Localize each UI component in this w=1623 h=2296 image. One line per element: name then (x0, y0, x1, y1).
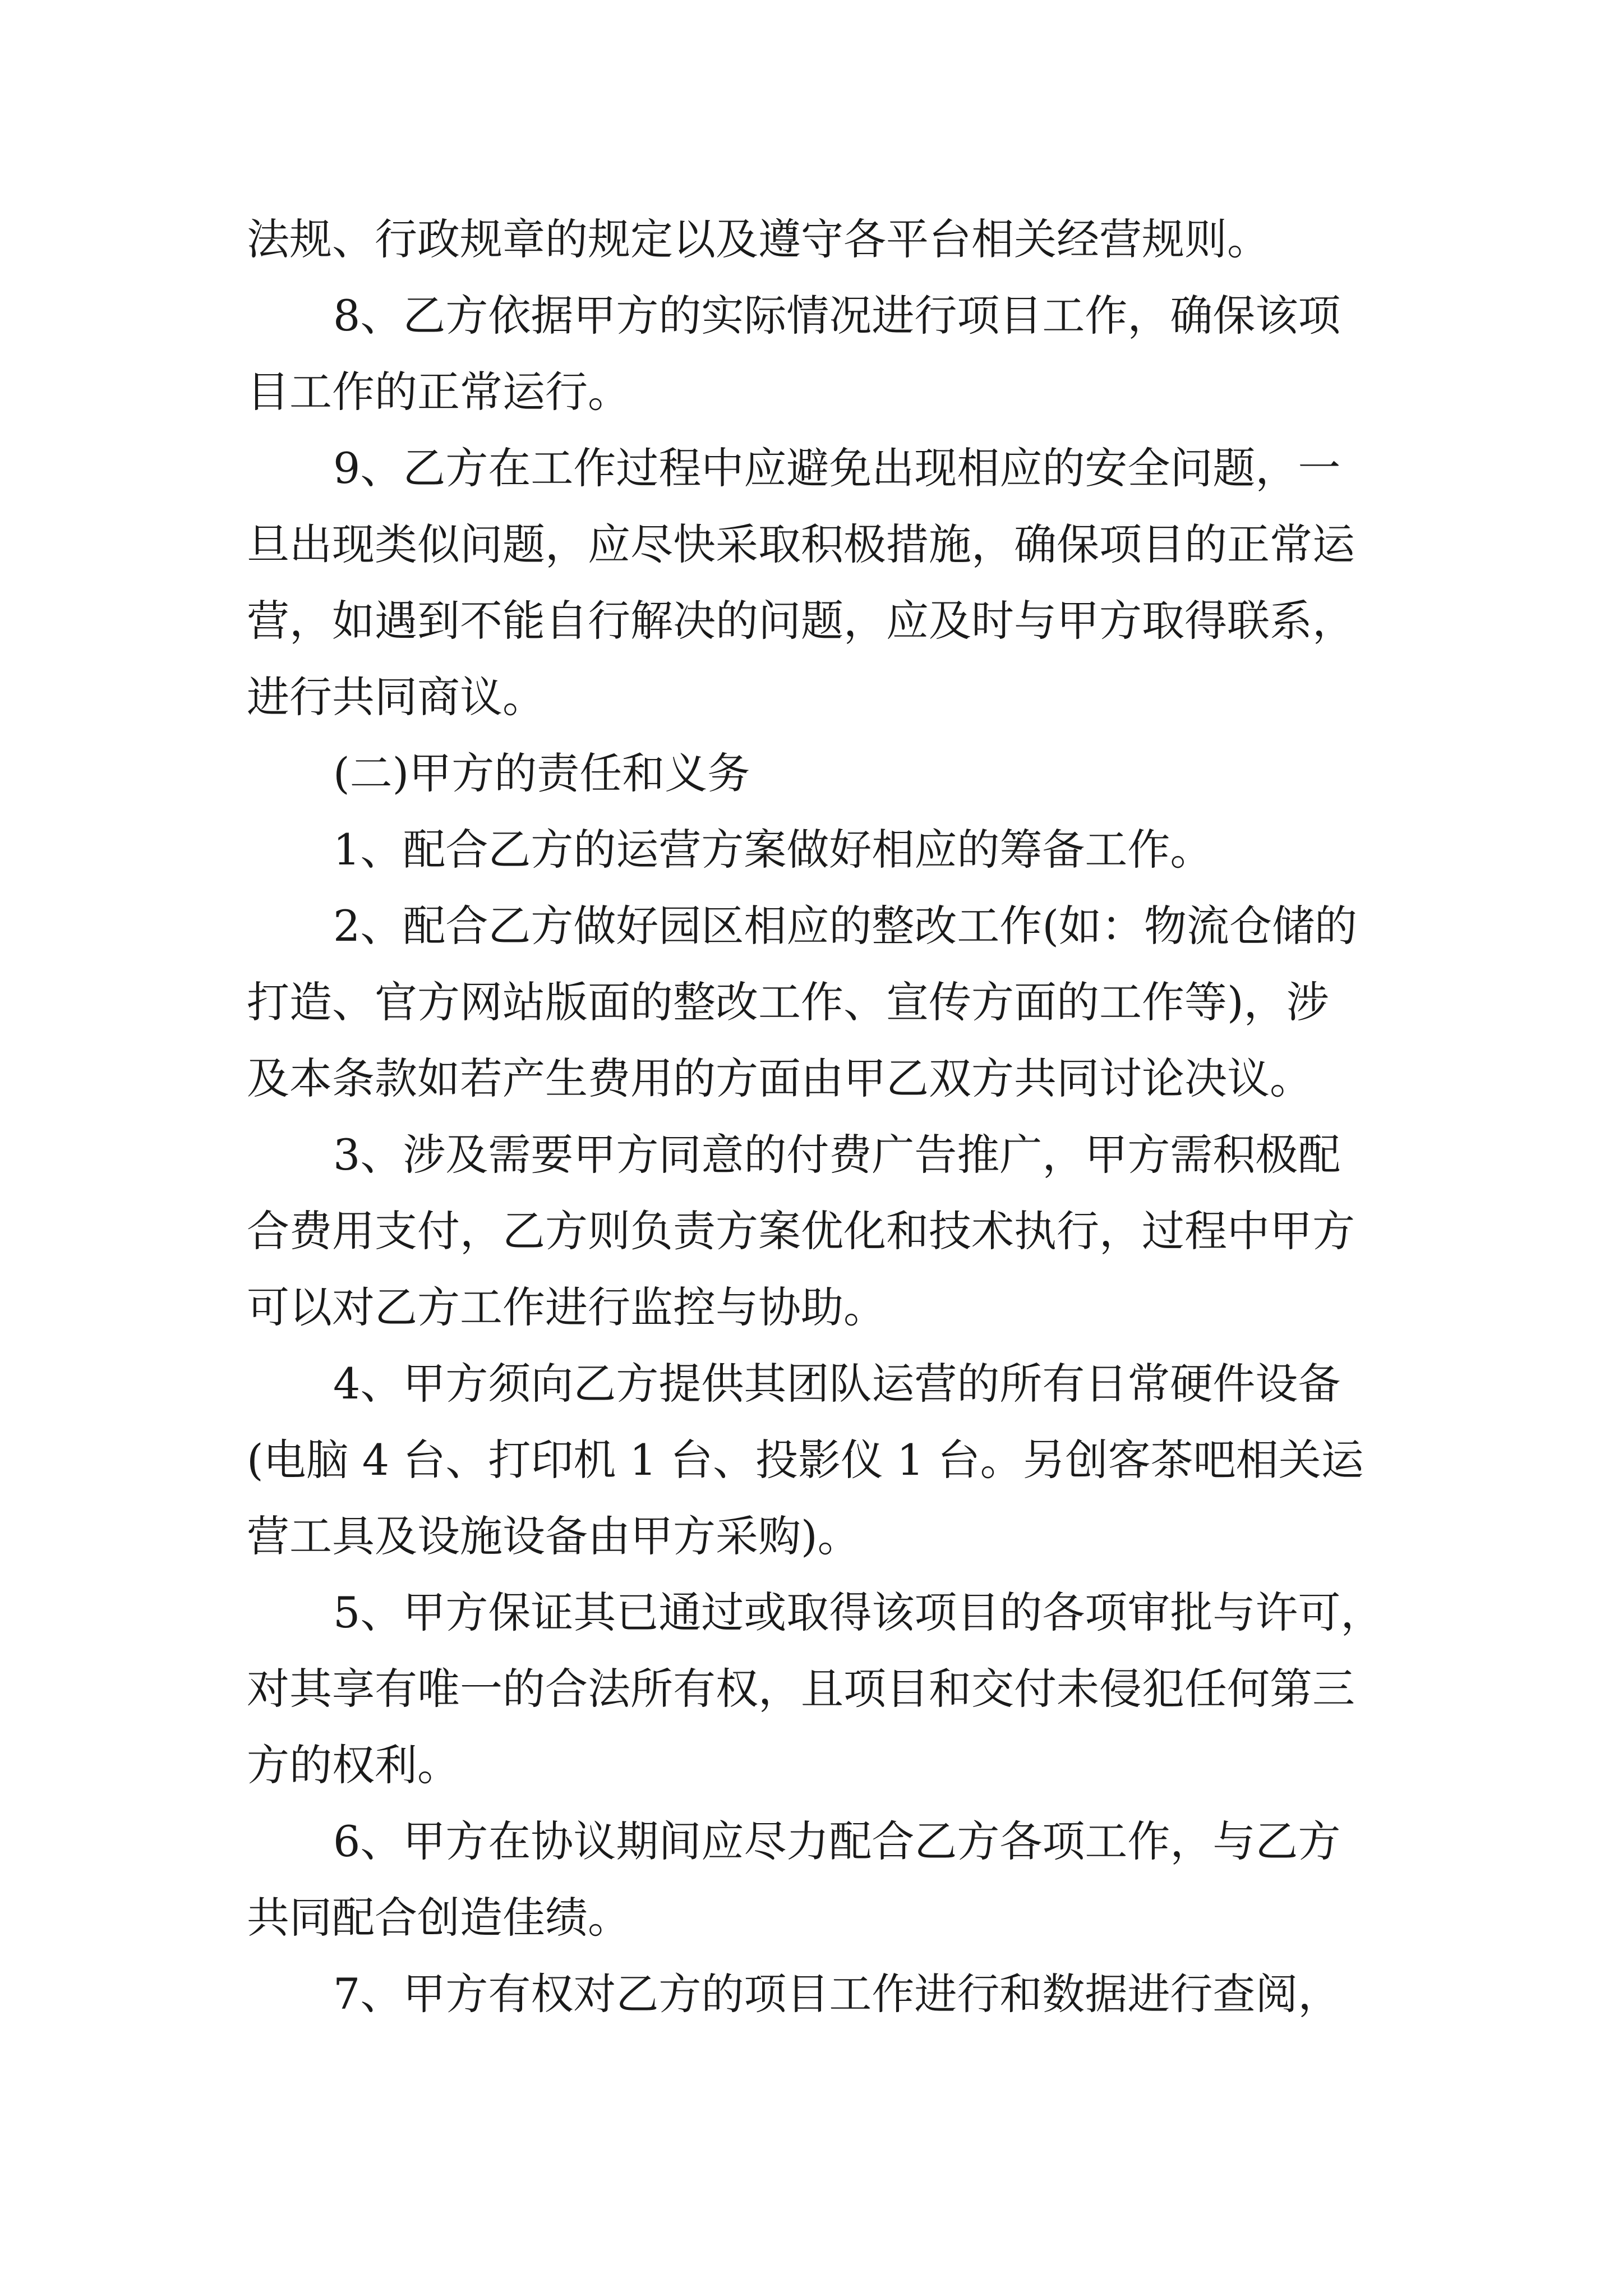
section-heading: (二)甲方的责任和义务 (333, 748, 750, 798)
text-line: 4、甲方须向乙方提供其团队运营的所有日常硬件设备 (333, 1359, 1341, 1409)
text-line: 营，如遇到不能自行解决的问题，应及时与甲方取得联系， (247, 596, 1355, 646)
text-line: 目工作的正常运行。 (247, 367, 630, 417)
text-line: 2、配合乙方做好园区相应的整改工作(如：物流仓储的 (333, 901, 1358, 951)
text-line: 合费用支付，乙方则负责方案优化和技术执行，过程中甲方 (247, 1206, 1355, 1256)
text-line: 对其享有唯一的合法所有权，且项目和交付未侵犯任何第三 (247, 1664, 1355, 1714)
text-line: 9、乙方在工作过程中应避免出现相应的安全问题，一 (333, 443, 1341, 493)
text-line: 7、甲方有权对乙方的项目工作进行和数据进行查阅， (333, 1969, 1341, 2019)
text-line: 打造、官方网站版面的整改工作、宣传方面的工作等)，涉 (247, 977, 1329, 1027)
text-line: 营工具及设施设备由甲方采购)。 (247, 1511, 860, 1561)
text-line: 5、甲方保证其已通过或取得该项目的各项审批与许可， (333, 1588, 1384, 1637)
text-line: 共同配合创造佳绩。 (247, 1893, 630, 1943)
text-line: 1、配合乙方的运营方案做好相应的筹备工作。 (333, 825, 1213, 875)
text-line: 6、甲方在协议期间应尽力配合乙方各项工作，与乙方 (333, 1816, 1341, 1866)
text-line: 旦出现类似问题，应尽快采取积极措施，确保项目的正常运 (247, 519, 1355, 569)
text-line: 及本条款如若产生费用的方面由甲乙双方共同讨论决议。 (247, 1053, 1312, 1103)
text-line: 方的权利。 (247, 1740, 460, 1790)
text-line: 可以对乙方工作进行监控与协助。 (247, 1282, 886, 1332)
text-line: 进行共同商议。 (247, 672, 545, 722)
text-line: 8、乙方依据甲方的实际情况进行项目工作，确保该项 (333, 291, 1341, 341)
text-line: 法规、行政规章的规定以及遵守各平台相关经营规则。 (247, 214, 1270, 264)
text-line: 3、涉及需要甲方同意的付费广告推广，甲方需积极配 (333, 1130, 1341, 1180)
text-line: (电脑 4 台、打印机 1 台、投影仪 1 台。另创客茶吧相关运 (247, 1435, 1364, 1485)
